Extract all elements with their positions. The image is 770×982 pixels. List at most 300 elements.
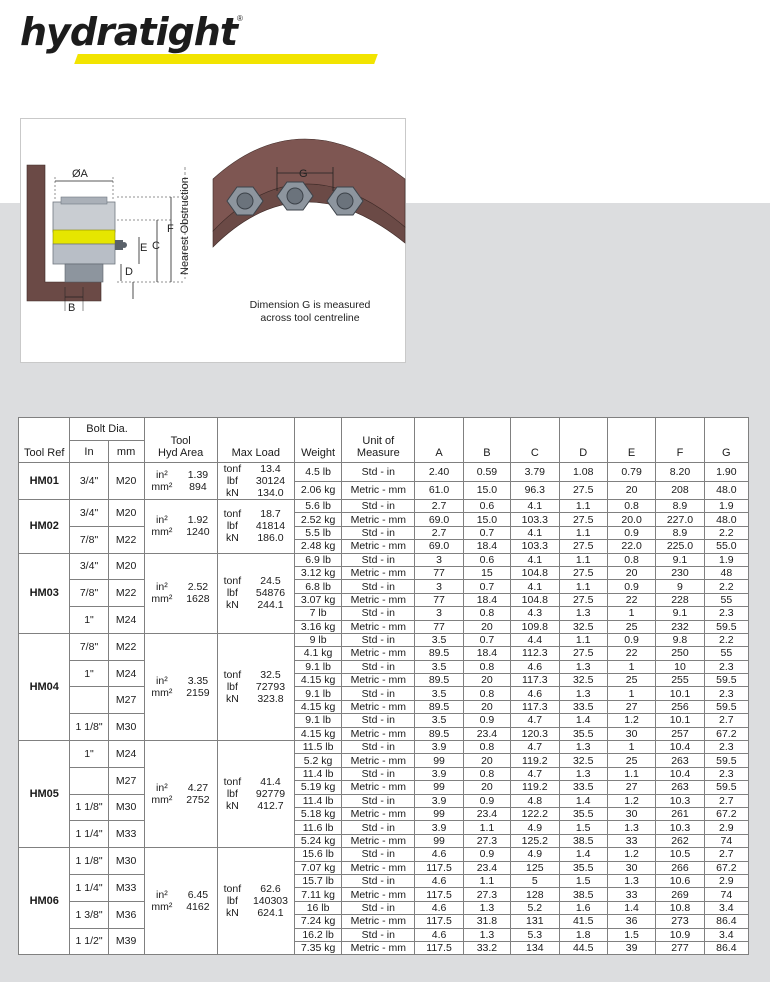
caption-line-1: Dimension G is measured xyxy=(249,299,371,311)
dim-value-cell: 3 xyxy=(415,580,463,593)
bolt-mm-cell: M22 xyxy=(108,526,144,553)
table-row xyxy=(19,794,749,807)
dim-value-cell: 89.5 xyxy=(415,700,463,713)
hdr-bolt-dia: Bolt Dia. xyxy=(70,418,144,441)
dim-value-cell: 25 xyxy=(607,620,655,633)
dim-value-cell: 4.6 xyxy=(415,928,463,941)
dim-value-cell: 27.5 xyxy=(559,540,607,553)
area-units-cell xyxy=(144,463,179,500)
dim-d-label: D xyxy=(125,266,133,278)
weight-cell: 5.2 kg xyxy=(294,754,341,767)
dim-value-cell: 2.2 xyxy=(704,526,748,539)
dim-value-cell: 119.2 xyxy=(511,781,559,794)
weight-cell: 4.1 kg xyxy=(294,647,341,660)
dim-value-cell: 15.0 xyxy=(463,513,510,526)
bolt-in-cell: 7/8" xyxy=(70,580,108,607)
dim-value-cell: 1 xyxy=(607,687,655,700)
caption-line-2: across tool centreline xyxy=(260,312,360,324)
dim-value-cell: 257 xyxy=(656,727,704,740)
dim-value-cell: 0.6 xyxy=(463,500,510,513)
logo-wordmark: hydratight xyxy=(20,10,238,54)
load-unit-line: lbf xyxy=(226,680,238,693)
dim-value-cell: 2.40 xyxy=(415,463,463,482)
dim-value-cell: 96.3 xyxy=(511,481,559,500)
dim-value-cell: 131 xyxy=(511,915,559,928)
unit-cell: Metric - mm xyxy=(342,566,415,579)
dim-value-cell: 89.5 xyxy=(415,647,463,660)
dim-value-cell: 230 xyxy=(656,566,704,579)
dim-value-cell: 3 xyxy=(415,553,463,566)
bolt-mm-cell: M22 xyxy=(108,580,144,607)
dim-value-cell: 255 xyxy=(656,674,704,687)
dim-value-cell: 59.5 xyxy=(704,754,748,767)
dim-value-cell: 20.0 xyxy=(607,513,655,526)
dim-value-cell: 89.5 xyxy=(415,674,463,687)
load-value-line: 140303 xyxy=(252,895,288,908)
bolt-in-cell: 7/8" xyxy=(70,526,108,553)
unit-cell: Std - in xyxy=(342,607,415,620)
dim-value-cell: 0.7 xyxy=(463,580,510,593)
dim-value-cell: 9.8 xyxy=(656,633,704,646)
dim-value-cell: 4.1 xyxy=(511,500,559,513)
dim-value-cell: 33 xyxy=(607,834,655,847)
unit-cell: Metric - mm xyxy=(342,915,415,928)
load-unit-line: tonf xyxy=(223,575,242,588)
unit-cell: Metric - mm xyxy=(342,727,415,740)
dim-value-cell: 10.9 xyxy=(656,928,704,941)
dim-value-cell: 74 xyxy=(704,888,748,901)
dim-value-cell: 36 xyxy=(607,915,655,928)
unit-cell: Std - in xyxy=(342,553,415,566)
load-values-cell xyxy=(247,553,294,633)
dim-value-cell: 3.9 xyxy=(415,821,463,834)
dim-value-cell: 104.8 xyxy=(511,566,559,579)
dim-value-cell: 1.3 xyxy=(559,660,607,673)
hdr-dim-e: E xyxy=(607,418,655,463)
dim-value-cell: 74 xyxy=(704,834,748,847)
dim-value-cell: 1.5 xyxy=(607,928,655,941)
unit-cell: Std - in xyxy=(342,463,415,482)
dim-value-cell: 10.4 xyxy=(656,741,704,754)
dim-value-cell: 59.5 xyxy=(704,781,748,794)
area-value-line: 6.45 xyxy=(187,889,209,902)
unit-cell: Metric - mm xyxy=(342,754,415,767)
dim-value-cell: 1.4 xyxy=(559,714,607,727)
dim-value-cell: 27 xyxy=(607,781,655,794)
dim-value-cell: 10.8 xyxy=(656,901,704,914)
dim-value-cell: 4.1 xyxy=(511,553,559,566)
hdr-dim-f: F xyxy=(656,418,704,463)
dim-value-cell: 2.2 xyxy=(704,580,748,593)
dim-value-cell: 23.4 xyxy=(463,807,510,820)
dim-value-cell: 33 xyxy=(607,888,655,901)
tool-ref-cell: HM01 xyxy=(19,463,70,500)
unit-cell: Metric - mm xyxy=(342,620,415,633)
unit-cell: Std - in xyxy=(342,526,415,539)
dim-value-cell: 22 xyxy=(607,593,655,606)
bolt-in-cell: 7/8" xyxy=(70,633,108,660)
dim-value-cell: 44.5 xyxy=(559,941,607,954)
dim-value-cell: 117.5 xyxy=(415,915,463,928)
dim-value-cell: 38.5 xyxy=(559,888,607,901)
load-value-line: 41.4 xyxy=(260,776,281,789)
load-unit-line: kN xyxy=(225,487,239,499)
dim-value-cell: 4.7 xyxy=(511,741,559,754)
dim-value-cell: 1 xyxy=(607,607,655,620)
dim-value-cell: 269 xyxy=(656,888,704,901)
unit-cell: Metric - mm xyxy=(342,861,415,874)
bolt-mm-cell: M22 xyxy=(108,633,144,660)
bolt-mm-cell: M20 xyxy=(108,553,144,580)
dim-value-cell: 41.5 xyxy=(559,915,607,928)
table-row xyxy=(19,901,749,914)
dim-value-cell: 10.1 xyxy=(656,714,704,727)
dim-value-cell: 25 xyxy=(607,754,655,767)
bolt-in-cell: 1 1/4" xyxy=(70,821,108,848)
dim-value-cell: 3.5 xyxy=(415,660,463,673)
dim-value-cell: 31.8 xyxy=(463,915,510,928)
dim-value-cell: 27.5 xyxy=(559,647,607,660)
dim-value-cell: 22 xyxy=(607,647,655,660)
dim-value-cell: 18.4 xyxy=(463,593,510,606)
dim-value-cell: 2.9 xyxy=(704,874,748,887)
weight-cell: 9.1 lb xyxy=(294,687,341,700)
dim-value-cell: 4.6 xyxy=(415,901,463,914)
dim-value-cell: 134 xyxy=(511,941,559,954)
hdr-tool-ref: Tool Ref xyxy=(19,418,70,463)
table-row xyxy=(19,741,749,754)
load-value-line: 18.7 xyxy=(260,508,281,521)
table-row xyxy=(19,928,749,941)
obstruction-label: Nearest Obstruction xyxy=(179,177,191,275)
bolt-mm-cell: M36 xyxy=(108,901,144,928)
load-values-cell xyxy=(247,500,294,554)
dim-value-cell: 35.5 xyxy=(559,807,607,820)
area-values-cell xyxy=(179,848,217,955)
dim-value-cell: 33.2 xyxy=(463,941,510,954)
hdr-bolt-in: In xyxy=(70,441,108,463)
dim-value-cell: 1.9 xyxy=(704,500,748,513)
spec-table-body xyxy=(19,463,749,955)
bolt-in-cell: 1 1/8" xyxy=(70,848,108,875)
dim-value-cell: 0.8 xyxy=(463,607,510,620)
dim-value-cell: 59.5 xyxy=(704,620,748,633)
load-units-cell xyxy=(217,463,247,500)
dim-value-cell: 27.5 xyxy=(559,566,607,579)
dim-value-cell: 77 xyxy=(415,620,463,633)
dim-value-cell: 1.1 xyxy=(559,500,607,513)
load-units-cell xyxy=(217,633,247,740)
dim-value-cell: 4.1 xyxy=(511,526,559,539)
dim-value-cell: 8.9 xyxy=(656,500,704,513)
dim-e-label: E xyxy=(140,242,148,254)
dim-value-cell: 48.0 xyxy=(704,513,748,526)
dim-value-cell: 32.5 xyxy=(559,620,607,633)
dim-value-cell: 250 xyxy=(656,647,704,660)
dim-value-cell: 2.7 xyxy=(704,848,748,861)
load-unit-line: lbf xyxy=(226,788,238,801)
dim-value-cell: 1.90 xyxy=(704,463,748,482)
dim-value-cell: 1.4 xyxy=(559,848,607,861)
dim-value-cell: 3.5 xyxy=(415,687,463,700)
area-value-line: 2159 xyxy=(186,686,210,699)
dim-value-cell: 122.2 xyxy=(511,807,559,820)
dim-value-cell: 10 xyxy=(656,660,704,673)
dim-value-cell: 35.5 xyxy=(559,861,607,874)
dim-value-cell: 38.5 xyxy=(559,834,607,847)
dim-value-cell: 208 xyxy=(656,481,704,500)
unit-cell: Metric - mm xyxy=(342,674,415,687)
dim-value-cell: 0.9 xyxy=(607,526,655,539)
dim-value-cell: 20 xyxy=(607,566,655,579)
load-unit-line: tonf xyxy=(223,883,242,896)
logo-underline-bar xyxy=(74,54,378,64)
area-value-line: 3.35 xyxy=(187,674,209,687)
dim-value-cell: 4.6 xyxy=(415,874,463,887)
dim-a-label: ØA xyxy=(72,168,88,180)
dim-value-cell: 27.5 xyxy=(559,513,607,526)
dim-value-cell: 33.5 xyxy=(559,781,607,794)
dim-value-cell: 2.3 xyxy=(704,767,748,780)
dim-value-cell: 55 xyxy=(704,647,748,660)
tool-ref-cell: HM05 xyxy=(19,741,70,848)
hdr-dim-a: A xyxy=(415,418,463,463)
table-row xyxy=(19,714,749,727)
unit-cell: Metric - mm xyxy=(342,941,415,954)
load-value-line: 244.1 xyxy=(257,599,284,612)
hdr-tool-line1: Tool xyxy=(170,435,191,447)
figure-caption xyxy=(225,299,395,325)
hdr-tool-hyd-area xyxy=(144,418,217,463)
dim-value-cell: 120.3 xyxy=(511,727,559,740)
unit-cell: Std - in xyxy=(342,500,415,513)
dim-value-cell: 35.5 xyxy=(559,727,607,740)
dim-value-cell: 9.1 xyxy=(656,607,704,620)
dimension-drawing xyxy=(21,119,407,364)
table-row xyxy=(19,553,749,566)
load-value-line: 30124 xyxy=(255,475,286,487)
dim-value-cell: 4.1 xyxy=(511,580,559,593)
area-unit-line: in² xyxy=(156,674,168,687)
weight-cell: 2.06 kg xyxy=(294,481,341,500)
dim-value-cell: 27.3 xyxy=(463,888,510,901)
bolt-mm-cell: M24 xyxy=(108,607,144,634)
dim-value-cell: 69.0 xyxy=(415,540,463,553)
dim-value-cell: 125 xyxy=(511,861,559,874)
weight-cell: 9.1 lb xyxy=(294,660,341,673)
area-units-cell xyxy=(144,553,179,633)
load-unit-line: lbf xyxy=(226,475,238,487)
dim-value-cell: 117.5 xyxy=(415,888,463,901)
dim-value-cell: 1.3 xyxy=(559,741,607,754)
table-row xyxy=(19,580,749,593)
weight-cell: 4.15 kg xyxy=(294,700,341,713)
load-unit-line: kN xyxy=(225,692,239,705)
dim-value-cell: 263 xyxy=(656,781,704,794)
load-value-line: 32.5 xyxy=(260,668,281,681)
dim-value-cell: 112.3 xyxy=(511,647,559,660)
dim-value-cell: 1.9 xyxy=(704,553,748,566)
area-value-line: 1628 xyxy=(186,593,210,606)
area-units-cell xyxy=(144,741,179,848)
dim-value-cell: 0.7 xyxy=(463,633,510,646)
dim-value-cell: 2.9 xyxy=(704,821,748,834)
area-unit-line: in² xyxy=(156,782,168,795)
dim-value-cell: 3.5 xyxy=(415,714,463,727)
weight-cell: 11.4 lb xyxy=(294,767,341,780)
tool-ref-cell: HM03 xyxy=(19,553,70,633)
dim-value-cell: 2.2 xyxy=(704,633,748,646)
dim-value-cell: 104.8 xyxy=(511,593,559,606)
dim-value-cell: 1.1 xyxy=(559,633,607,646)
dim-value-cell: 128 xyxy=(511,888,559,901)
dim-b-label: B xyxy=(68,302,76,314)
dim-value-cell: 2.3 xyxy=(704,741,748,754)
brand-logo xyxy=(20,10,243,54)
weight-cell: 7.07 kg xyxy=(294,861,341,874)
area-values-cell xyxy=(179,553,217,633)
dim-value-cell: 1.1 xyxy=(559,553,607,566)
load-unit-line: tonf xyxy=(223,508,242,521)
dim-value-cell: 30 xyxy=(607,861,655,874)
bolt-mm-cell: M24 xyxy=(108,741,144,768)
weight-cell: 5.19 kg xyxy=(294,781,341,794)
load-value-line: 624.1 xyxy=(257,907,284,920)
dim-value-cell: 1.1 xyxy=(559,526,607,539)
dim-value-cell: 109.8 xyxy=(511,620,559,633)
bolt-in-cell: 1 1/8" xyxy=(70,794,108,821)
area-unit-line: mm² xyxy=(151,526,173,539)
area-value-line: 4162 xyxy=(186,901,210,914)
load-units-cell xyxy=(217,848,247,955)
dim-value-cell: 3.4 xyxy=(704,928,748,941)
dim-value-cell: 1.5 xyxy=(559,821,607,834)
weight-cell: 7.35 kg xyxy=(294,941,341,954)
load-value-line: 13.4 xyxy=(260,463,281,475)
area-value-line: 1240 xyxy=(186,526,210,539)
weight-cell: 15.7 lb xyxy=(294,874,341,887)
dim-value-cell: 4.9 xyxy=(511,821,559,834)
dim-value-cell: 0.59 xyxy=(463,463,510,482)
dim-value-cell: 3.5 xyxy=(415,633,463,646)
hdr-dim-b: B xyxy=(463,418,510,463)
dim-value-cell: 1.2 xyxy=(607,848,655,861)
bolt-mm-cell: M20 xyxy=(108,463,144,500)
dim-value-cell: 61.0 xyxy=(415,481,463,500)
dim-value-cell: 261 xyxy=(656,807,704,820)
load-value-line: 54876 xyxy=(255,587,286,600)
dim-value-cell: 18.4 xyxy=(463,647,510,660)
table-row xyxy=(19,767,749,780)
load-value-line: 323.8 xyxy=(257,692,284,705)
dim-value-cell: 22.0 xyxy=(607,540,655,553)
dim-value-cell: 39 xyxy=(607,941,655,954)
load-unit-line: kN xyxy=(225,800,239,813)
table-row xyxy=(19,687,749,700)
load-units-cell xyxy=(217,741,247,848)
dim-value-cell: 20 xyxy=(463,700,510,713)
hdr-max-load: Max Load xyxy=(217,418,294,463)
unit-cell: Std - in xyxy=(342,714,415,727)
dim-value-cell: 1.8 xyxy=(559,928,607,941)
weight-cell: 16 lb xyxy=(294,901,341,914)
area-value-line: 894 xyxy=(189,481,207,493)
dim-value-cell: 5.2 xyxy=(511,901,559,914)
area-unit-line: in² xyxy=(156,889,168,902)
dim-value-cell: 10.5 xyxy=(656,848,704,861)
dim-value-cell: 77 xyxy=(415,593,463,606)
dim-value-cell: 15 xyxy=(463,566,510,579)
dim-value-cell: 99 xyxy=(415,834,463,847)
dim-value-cell: 1.3 xyxy=(559,607,607,620)
dim-value-cell: 3.9 xyxy=(415,794,463,807)
dim-value-cell: 15.0 xyxy=(463,481,510,500)
load-unit-line: tonf xyxy=(223,463,242,475)
weight-cell: 5.5 lb xyxy=(294,526,341,539)
weight-cell: 3.16 kg xyxy=(294,620,341,633)
load-unit-line: kN xyxy=(225,599,239,612)
dim-value-cell: 20 xyxy=(607,481,655,500)
dim-value-cell: 1.4 xyxy=(559,794,607,807)
unit-cell: Metric - mm xyxy=(342,540,415,553)
unit-cell: Metric - mm xyxy=(342,513,415,526)
dim-value-cell: 266 xyxy=(656,861,704,874)
dim-value-cell: 33.5 xyxy=(559,700,607,713)
tool-ref-cell: HM02 xyxy=(19,500,70,554)
dim-value-cell: 1.3 xyxy=(463,901,510,914)
dim-value-cell: 1.3 xyxy=(463,928,510,941)
dim-value-cell: 2.7 xyxy=(415,526,463,539)
dim-value-cell: 3 xyxy=(415,607,463,620)
dim-value-cell: 10.3 xyxy=(656,794,704,807)
load-unit-line: tonf xyxy=(223,668,242,681)
load-value-line: 134.0 xyxy=(257,487,284,499)
area-values-cell xyxy=(179,463,217,500)
area-unit-line: mm² xyxy=(151,593,173,606)
dim-value-cell: 117.5 xyxy=(415,941,463,954)
tool-top-body xyxy=(53,202,115,232)
area-value-line: 1.92 xyxy=(187,514,209,527)
unit-cell: Std - in xyxy=(342,767,415,780)
dim-value-cell: 77 xyxy=(415,566,463,579)
load-unit-line: kN xyxy=(225,907,239,920)
load-values-cell xyxy=(247,741,294,848)
unit-cell: Std - in xyxy=(342,901,415,914)
area-units-cell xyxy=(144,633,179,740)
dim-value-cell: 2.7 xyxy=(704,714,748,727)
load-value-line: 41814 xyxy=(255,520,286,533)
dim-value-cell: 1 xyxy=(607,741,655,754)
dim-value-cell: 67.2 xyxy=(704,861,748,874)
load-values-cell xyxy=(247,848,294,955)
unit-cell: Std - in xyxy=(342,794,415,807)
dim-value-cell: 67.2 xyxy=(704,807,748,820)
dim-value-cell: 1.1 xyxy=(559,580,607,593)
bolt-mm-cell: M30 xyxy=(108,848,144,875)
dim-value-cell: 0.7 xyxy=(463,526,510,539)
table-row xyxy=(19,633,749,646)
dim-value-cell: 3.9 xyxy=(415,741,463,754)
dim-value-cell: 67.2 xyxy=(704,727,748,740)
dim-value-cell: 3.79 xyxy=(511,463,559,482)
weight-cell: 3.07 kg xyxy=(294,593,341,606)
load-unit-line: lbf xyxy=(226,895,238,908)
weight-cell: 11.6 lb xyxy=(294,821,341,834)
weight-cell: 2.52 kg xyxy=(294,513,341,526)
hdr-unit-of-measure xyxy=(342,418,415,463)
dim-value-cell: 18.4 xyxy=(463,540,510,553)
dim-value-cell: 0.6 xyxy=(463,553,510,566)
